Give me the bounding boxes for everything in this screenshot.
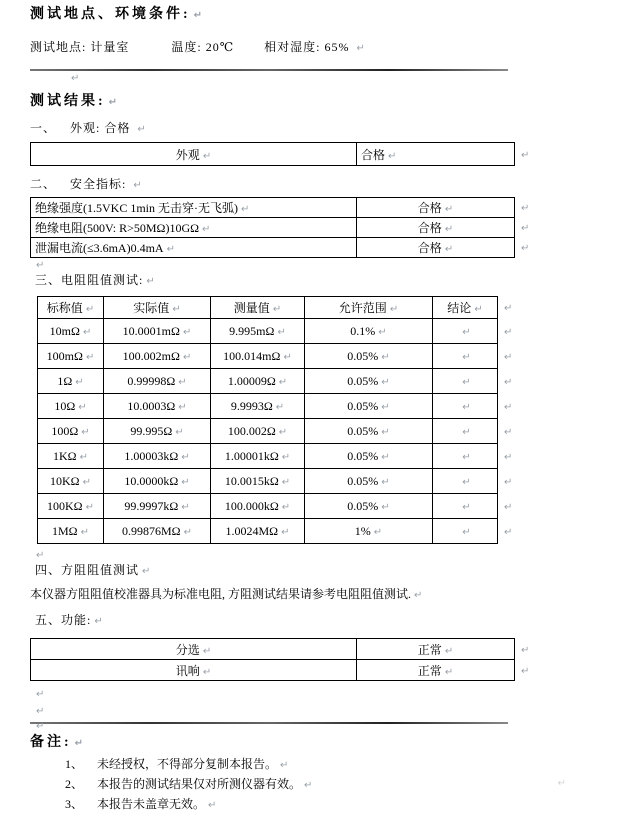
nominal-cell: 100mΩ ↵: [38, 344, 104, 369]
remark-text: 本报告未盖章无效。 ↵: [97, 797, 217, 811]
tolerance-cell: 0.05% ↵: [305, 419, 433, 444]
function-item-cell: 分选 ↵: [31, 639, 357, 660]
conclusion-cell: [433, 394, 498, 419]
paragraph-mark: ↵: [504, 351, 513, 363]
conclusion-cell: [433, 344, 498, 369]
table-row: [31, 660, 535, 681]
safety-result-cell: 合格 ↵: [357, 238, 515, 258]
paragraph-mark: ↵: [444, 224, 454, 235]
table-row: [38, 444, 516, 469]
paragraph-mark: ↵: [444, 204, 454, 215]
resistance-heading: 三、电阻阻值测试: ↵: [35, 273, 156, 287]
paragraph-mark: ↵: [108, 97, 121, 108]
appearance-result-cell: 合格 ↵: [357, 143, 515, 166]
paragraph-mark: ↵: [82, 476, 91, 488]
paragraph-mark: ↵: [71, 73, 80, 84]
actual-cell: 100.002mΩ ↵: [104, 344, 211, 369]
row-end-mark: [498, 469, 516, 494]
paragraph-mark: ↵: [521, 665, 530, 677]
table-row: [31, 238, 535, 258]
appearance-item-cell: 外观 ↵: [31, 143, 357, 166]
empty-paragraph: [33, 258, 622, 272]
appearance-heading-num: 一、: [30, 121, 57, 135]
paragraph-mark: ↵: [202, 150, 212, 162]
measured-cell: 9.995mΩ ↵: [211, 319, 305, 344]
paragraph-mark: ↵: [36, 721, 45, 732]
paragraph-mark: ↵: [193, 10, 206, 21]
paragraph-mark: ↵: [462, 476, 471, 488]
humidity-label: 相对湿度:: [264, 40, 321, 54]
row-end-mark: [515, 198, 535, 218]
empty-paragraph: [33, 687, 622, 701]
row-end-mark: [498, 319, 516, 344]
column-header: 允许范围 ↵: [305, 297, 433, 319]
paragraph-mark: ↵: [78, 401, 87, 413]
measured-cell: 1.00009Ω ↵: [211, 369, 305, 394]
safety-item-cell: 绝缘电阻(500V: R>50MΩ)10GΩ ↵: [31, 218, 357, 238]
paragraph-mark: ↵: [281, 476, 291, 488]
paragraph-mark: ↵: [381, 351, 390, 363]
actual-cell: 99.995Ω ↵: [104, 419, 211, 444]
measured-cell: 1.00001kΩ ↵: [211, 444, 305, 469]
function-heading: 五、功能: ↵: [35, 613, 104, 627]
paragraph-mark: ↵: [389, 304, 399, 315]
safety-result-cell: 合格 ↵: [357, 198, 515, 218]
paragraph-mark: ↵: [202, 666, 212, 678]
function-table: [30, 638, 535, 681]
paragraph-mark: ↵: [521, 243, 530, 254]
conclusion-cell: [433, 419, 498, 444]
tolerance-cell: 1% ↵: [305, 519, 433, 544]
safety-table: [30, 197, 535, 258]
paragraph-mark: ↵: [462, 526, 471, 538]
paragraph-mark: ↵: [36, 260, 45, 271]
paragraph-mark: ↵: [36, 550, 45, 561]
row-end-mark: [498, 419, 516, 444]
actual-cell: 10.0003Ω ↵: [104, 394, 211, 419]
appearance-heading-text: 外观: 合格: [70, 121, 131, 135]
safety-heading-num: 二、: [30, 177, 57, 191]
column-header: 实际值 ↵: [104, 297, 211, 319]
paragraph-mark: ↵: [36, 706, 45, 717]
temperature-label: 温度:: [171, 40, 202, 54]
tolerance-cell: 0.05% ↵: [305, 494, 433, 519]
row-end-mark: [515, 218, 535, 238]
sheet-resistance-note: 本仪器方阻阻值校准器具为标准电阻, 方阻测试结果请参考电阻阻值测试. ↵: [30, 587, 423, 601]
measured-cell: 1.0024MΩ ↵: [211, 519, 305, 544]
paragraph-mark: ↵: [381, 501, 390, 513]
tolerance-cell: 0.1% ↵: [305, 319, 433, 344]
paragraph-mark: ↵: [504, 401, 513, 413]
paragraph-mark: ↵: [521, 223, 530, 234]
paragraph-mark: ↵: [462, 401, 471, 413]
nominal-cell: 1KΩ ↵: [38, 444, 104, 469]
paragraph-mark: ↵: [280, 760, 289, 771]
paragraph-mark: ↵: [208, 800, 217, 811]
env-section-title: 测试地点、环境条件: ↵: [30, 7, 206, 22]
nominal-cell: 100Ω ↵: [38, 419, 104, 444]
paragraph-mark: ↵: [373, 526, 383, 538]
results-section-title: 测试结果: ↵: [30, 94, 121, 109]
paragraph-mark: ↵: [182, 326, 192, 338]
paragraph-mark: ↵: [85, 304, 95, 315]
paragraph-mark: ↵: [462, 376, 471, 388]
row-end-mark: [498, 494, 516, 519]
paragraph-mark: ↵: [275, 401, 285, 413]
function-result-cell: 正常 ↵: [357, 639, 515, 660]
paragraph-mark: ↵: [278, 376, 288, 388]
table-row: [31, 218, 535, 238]
row-end-mark: [515, 660, 535, 681]
environment-line: [30, 39, 622, 57]
paragraph-mark: ↵: [272, 304, 282, 315]
paragraph-mark: ↵: [474, 304, 483, 315]
paragraph-mark: ↵: [80, 526, 89, 538]
temperature-value: 20℃: [205, 40, 235, 54]
empty-paragraph: [33, 720, 622, 732]
empty-paragraph: [68, 71, 622, 85]
remark-number: 3、: [65, 797, 84, 811]
actual-cell: 1.00003kΩ ↵: [104, 444, 211, 469]
paragraph-mark: ↵: [444, 666, 454, 678]
tolerance-cell: 0.05% ↵: [305, 369, 433, 394]
remark-item: [30, 777, 622, 793]
remark-text: 本报告的测试结果仅对所测仪器有效。 ↵: [97, 777, 313, 791]
function-result-cell: 正常 ↵: [357, 660, 515, 681]
paragraph-mark: ↵: [521, 644, 530, 656]
safety-item-cell: 泄漏电流(≤3.6mA)0.4mA ↵: [31, 238, 357, 258]
paragraph-mark: ↵: [281, 501, 291, 513]
paragraph-mark: ↵: [381, 401, 390, 413]
paragraph-mark: ↵: [504, 501, 513, 513]
paragraph-mark: ↵: [557, 778, 566, 789]
appearance-heading: [30, 120, 622, 138]
paragraph-mark: ↵: [202, 645, 212, 657]
paragraph-mark: ↵: [462, 451, 471, 463]
paragraph-mark: ↵: [277, 326, 286, 338]
nominal-cell: 100KΩ ↵: [38, 494, 104, 519]
measured-cell: 100.002Ω ↵: [211, 419, 305, 444]
location-label: 测试地点:: [30, 40, 87, 54]
paragraph-mark: ↵: [79, 451, 88, 463]
paragraph-mark: ↵: [281, 526, 290, 538]
table-row: [38, 469, 516, 494]
table-row: [38, 319, 516, 344]
paragraph-mark: ↵: [381, 451, 390, 463]
paragraph-mark: ↵: [504, 326, 513, 338]
paragraph-mark: ↵: [133, 180, 143, 191]
humidity-value: 65%: [324, 40, 350, 54]
paragraph-mark: ↵: [462, 326, 471, 338]
safety-heading-text: 安全指标:: [70, 177, 127, 191]
paragraph-mark: ↵: [281, 451, 291, 463]
nominal-cell: 1Ω ↵: [38, 369, 104, 394]
resistance-table: [37, 296, 516, 544]
paragraph-mark: ↵: [181, 501, 190, 513]
tolerance-cell: 0.05% ↵: [305, 444, 433, 469]
paragraph-mark: ↵: [521, 203, 530, 214]
paragraph-mark: ↵: [381, 426, 390, 438]
row-end-mark: [515, 639, 535, 660]
paragraph-mark: ↵: [142, 566, 152, 577]
column-header: 结论 ↵: [433, 297, 498, 319]
paragraph-mark: ↵: [504, 303, 513, 314]
paragraph-mark: ↵: [504, 476, 513, 488]
paragraph-mark: ↵: [202, 224, 211, 235]
row-end-mark: [498, 444, 516, 469]
paragraph-mark: ↵: [444, 244, 454, 255]
stray-paragraph-mark: [555, 775, 566, 790]
location-value: 计量室: [90, 40, 130, 54]
measured-cell: 100.000kΩ ↵: [211, 494, 305, 519]
nominal-cell: 10KΩ ↵: [38, 469, 104, 494]
nominal-cell: 1MΩ ↵: [38, 519, 104, 544]
measured-cell: 10.0015kΩ ↵: [211, 469, 305, 494]
row-end-mark: [498, 344, 516, 369]
paragraph-mark: ↵: [278, 426, 288, 438]
row-end-mark: [498, 369, 516, 394]
remark-item: [30, 757, 622, 773]
empty-paragraph: [33, 704, 622, 718]
sheet-resistance-heading: 四、方阻阻值测试 ↵: [35, 563, 152, 577]
paragraph-mark: ↵: [283, 351, 292, 363]
paragraph-mark: ↵: [378, 326, 387, 338]
paragraph-mark: ↵: [178, 376, 187, 388]
table-row: [31, 143, 535, 166]
row-end-mark: [498, 394, 516, 419]
paragraph-mark: ↵: [241, 204, 250, 215]
paragraph-mark: ↵: [504, 451, 513, 463]
safety-item-cell: 绝缘强度(1.5VKC 1min 无击穿·无飞弧) ↵: [31, 198, 357, 218]
row-end-mark: [515, 143, 535, 166]
paragraph-mark: ↵: [85, 501, 94, 513]
paragraph-mark: ↵: [181, 476, 190, 488]
paragraph-mark: ↵: [504, 376, 513, 388]
paragraph-mark: ↵: [137, 124, 147, 135]
remark-number: 1、: [65, 757, 84, 771]
paragraph-mark: ↵: [521, 149, 530, 161]
table-row: [38, 344, 516, 369]
actual-cell: 10.0001mΩ ↵: [104, 319, 211, 344]
actual-cell: 99.9997kΩ ↵: [104, 494, 211, 519]
paragraph-mark: ↵: [181, 451, 190, 463]
paragraph-mark: ↵: [74, 738, 87, 749]
paragraph-mark: ↵: [172, 304, 181, 315]
conclusion-cell: [433, 494, 498, 519]
paragraph-mark: ↵: [388, 150, 397, 162]
paragraph-mark: ↵: [462, 351, 471, 363]
paragraph-mark: ↵: [81, 426, 90, 438]
nominal-cell: 10Ω ↵: [38, 394, 104, 419]
table-header-row: [38, 297, 516, 319]
paragraph-mark: ↵: [182, 351, 192, 363]
remark-item: [30, 797, 622, 813]
column-header: 测量值 ↵: [211, 297, 305, 319]
column-header: 标称值 ↵: [38, 297, 104, 319]
row-end-mark: [498, 519, 516, 544]
paragraph-mark: ↵: [504, 426, 513, 438]
remark-number: 2、: [65, 777, 84, 791]
paragraph-mark: ↵: [381, 476, 390, 488]
tolerance-cell: 0.05% ↵: [305, 394, 433, 419]
remark-text: 未经授权，不得部分复制本报告。 ↵: [97, 757, 289, 771]
paragraph-mark: ↵: [183, 526, 192, 538]
conclusion-cell: [433, 444, 498, 469]
conclusion-cell: [433, 519, 498, 544]
paragraph-mark: ↵: [94, 616, 104, 627]
actual-cell: 10.0000kΩ ↵: [104, 469, 211, 494]
remarks-title: 备注: ↵: [30, 735, 87, 750]
safety-heading: [30, 176, 622, 194]
actual-cell: 0.99876MΩ ↵: [104, 519, 211, 544]
paragraph-mark: ↵: [36, 689, 45, 700]
paragraph-mark: ↵: [444, 645, 454, 657]
paragraph-mark: ↵: [504, 526, 513, 538]
function-item-cell: 讯响 ↵: [31, 660, 357, 681]
paragraph-mark: ↵: [356, 43, 366, 54]
table-row: [38, 369, 516, 394]
paragraph-mark: ↵: [175, 426, 184, 438]
paragraph-mark: ↵: [166, 244, 175, 255]
paragraph-mark: ↵: [82, 326, 92, 338]
measured-cell: 9.9993Ω ↵: [211, 394, 305, 419]
row-end-mark: [515, 238, 535, 258]
table-row: [38, 419, 516, 444]
paragraph-mark: ↵: [178, 401, 187, 413]
table-row: [31, 639, 535, 660]
paragraph-mark: ↵: [304, 780, 313, 791]
conclusion-cell: [433, 319, 498, 344]
paragraph-mark: ↵: [462, 426, 471, 438]
conclusion-cell: [433, 369, 498, 394]
safety-result-cell: 合格 ↵: [357, 218, 515, 238]
paragraph-mark: ↵: [75, 376, 84, 388]
paragraph-mark: ↵: [462, 501, 471, 513]
conclusion-cell: [433, 469, 498, 494]
paragraph-mark: ↵: [381, 376, 390, 388]
tolerance-cell: 0.05% ↵: [305, 344, 433, 369]
actual-cell: 0.99998Ω ↵: [104, 369, 211, 394]
table-row: [38, 519, 516, 544]
empty-paragraph: [33, 548, 622, 562]
paragraph-mark: ↵: [85, 351, 95, 363]
row-end-mark: [498, 297, 516, 319]
appearance-table: [30, 142, 535, 166]
table-row: [38, 494, 516, 519]
measured-cell: 100.014mΩ ↵: [211, 344, 305, 369]
nominal-cell: 10mΩ ↵: [38, 319, 104, 344]
table-row: [38, 394, 516, 419]
tolerance-cell: 0.05% ↵: [305, 469, 433, 494]
paragraph-mark: ↵: [414, 590, 423, 601]
paragraph-mark: ↵: [146, 276, 156, 287]
table-row: [31, 198, 535, 218]
